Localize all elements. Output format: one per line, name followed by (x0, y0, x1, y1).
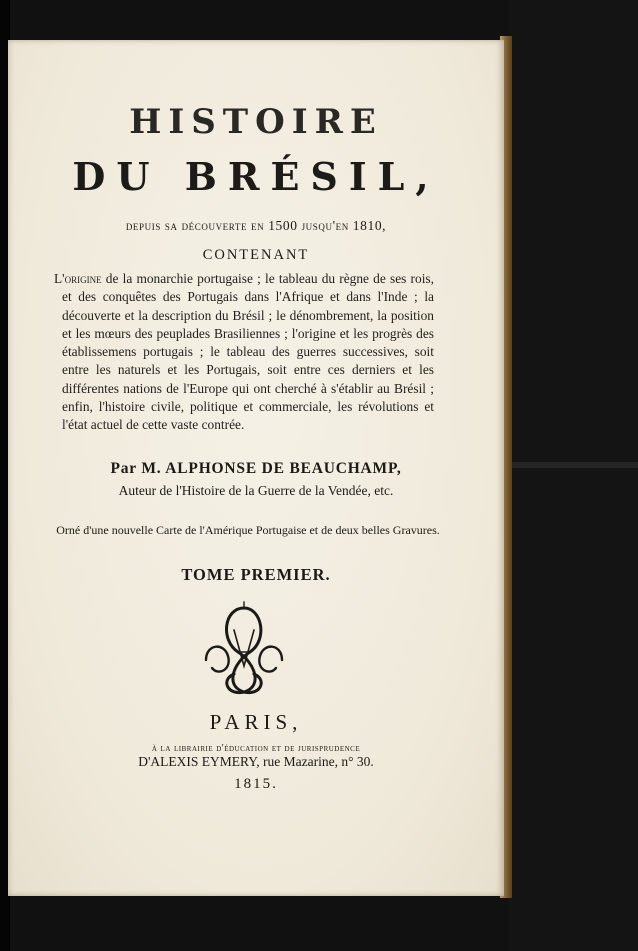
description-text: de la monarchie portugaise ; le tableau du règne de ses rois, et des conquêtes des Portugais dans l'Afrique et dans l'Inde ; la découverte et la description du Brésil ; le dénombrement, la position et les mœurs des peuplades Brasiliennes ; l'origine et les progrès des établissemens portugais ; le tableau des guerres successives, soit entre les naturels et les Portugais, soit entre ces derniers et les différentes nations de l'Europe qui ont cherché à s'établir au Brésil ; enfin, l'histoire civile, politique et commerciale, les révolutions et l'état actuel de cette vaste contrée. (62, 271, 434, 433)
city: PARIS, (209, 710, 303, 734)
author-line: Par M. ALPHONSE DE BEAUCHAMP, (110, 460, 402, 477)
illustrations-note: Orné d'une nouvelle Carte de l'Amérique Portugaise et de deux belles Gravures. (56, 523, 440, 537)
right-background (509, 0, 638, 951)
subtitle: depuis sa découverte en 1500 jusqu'en 1810, (125, 218, 387, 233)
contenant-heading: CONTENANT (202, 247, 310, 263)
description-lead: L'origine (54, 271, 102, 286)
publisher-line-2: D'ALEXIS EYMERY, rue Mazarine, n° 30. (138, 754, 374, 769)
publication-year: 1815. (234, 776, 278, 792)
title-page (8, 40, 504, 896)
title-line-2: DU BRÉSIL, (72, 154, 440, 199)
monogram-icon (194, 600, 294, 700)
right-background-band (509, 462, 638, 468)
publisher-line-1: à la librairie d'éducation et de jurisprudence (151, 743, 361, 754)
description-paragraph (54, 270, 434, 435)
volume-label: TOME PREMIER. (181, 565, 331, 584)
title-line-1: HISTOIRE (129, 102, 383, 142)
author-role: Auteur de l'Histoire de la Guerre de la Vendée, etc. (118, 483, 394, 498)
